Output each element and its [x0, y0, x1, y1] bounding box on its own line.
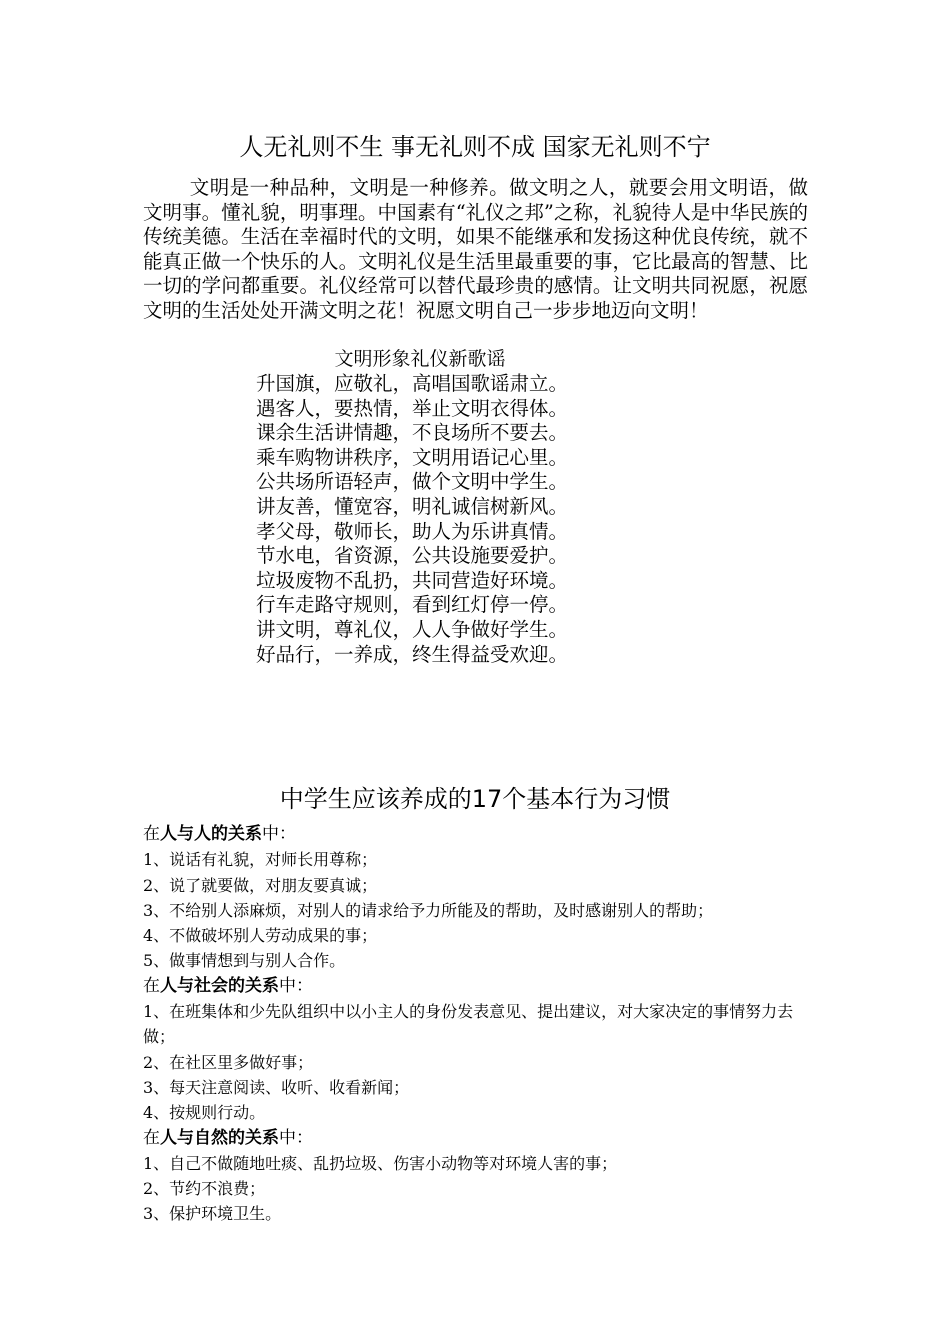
category-heading [143, 974, 811, 999]
category-name: 人与自然的关系 [160, 1127, 279, 1148]
list-item: 2、在社区里多做好事； [143, 1052, 314, 1072]
list-item: 1、说话有礼貌，对师长用尊称； [143, 850, 378, 870]
list-item: 2、节约不浪费； [143, 1179, 266, 1199]
poem-line: 课余生活讲情趣，不良场所不要去。 [256, 421, 569, 445]
poem-line: 遇客人，要热情，举止文明衣得体。 [256, 396, 569, 420]
list-item: 2、说了就要做，对朋友要真诚； [143, 875, 378, 895]
category-suffix: 中： [262, 824, 296, 844]
poem-line: 讲友善，懂宽容，明礼诚信树新风。 [256, 494, 569, 518]
list-item: 3、每天注意阅读、收听、收看新闻； [143, 1077, 410, 1097]
category-heading [143, 1126, 811, 1151]
poem-line: 垃圾废物不乱扔，共同营造好环境。 [256, 568, 569, 592]
poem-line: 行车走路守规则，看到红灯停一停。 [256, 593, 569, 617]
poem-line: 节水电，省资源，公共设施要爱护。 [256, 544, 569, 568]
category-prefix: 在 [143, 975, 160, 996]
intro-text: 文明是一种品种，文明是一种修养。做文明之人，就要会用文明语，做文明事。懂礼貌，明事理。中国素有“礼仪之邦”之称，礼貌待人是中华民族的传统美德。生活在幸福时代的文明，如果不能继承和发扬这种优良传统，就不能真正做一个快乐的人。文明礼仪是生活里最重要的事，它比最高的智慧、比一切的学问都重要。礼仪经常可以替代最珍贵的感情。让文明共同祝愿，祝愿文明的生活处处开满文明之花！祝愿文明自己一步步地迈向文明！ [143, 176, 808, 322]
poem-title: 文明形象礼仪新歌谣 [334, 348, 506, 370]
list-item: 1、在班集体和少先队组织中以小主人的身份发表意见、提出建议，对大家决定的事情努力去做； [143, 1002, 794, 1047]
list-item: 3、不给别人添麻烦，对别人的请求给予力所能及的帮助，及时感谢别人的帮助； [143, 900, 714, 920]
poem-line: 讲文明，尊礼仪，人人争做好学生。 [256, 617, 569, 641]
page-title: 人无礼则不生 事无礼则不成 国家无礼则不宁 [239, 133, 711, 161]
poem-line: 乘车购物讲秩序，文明用语记心里。 [256, 445, 569, 469]
poem [256, 372, 568, 667]
poem-line: 升国旗，应敬礼，高唱国歌谣肃立。 [256, 372, 569, 395]
habits-list [143, 822, 811, 1227]
list-item: 4、按规则行动。 [143, 1103, 266, 1123]
category-suffix: 中： [279, 1127, 313, 1148]
category-suffix: 中： [279, 975, 313, 996]
list-item: 4、不做破坏别人劳动成果的事； [143, 926, 378, 946]
intro-paragraph [143, 176, 808, 323]
poem-line: 公共场所语轻声，做个文明中学生。 [256, 470, 569, 494]
category-name: 人与社会的关系 [160, 975, 279, 996]
category-prefix: 在 [143, 824, 160, 844]
poem-line: 好品行，一养成，终生得益受欢迎。 [256, 642, 569, 666]
category-heading [143, 822, 811, 847]
list-item: 3、保护环境卫生。 [143, 1204, 282, 1224]
poem-line: 孝父母，敬师长，助人为乐讲真情。 [256, 519, 569, 543]
list-item: 5、做事情想到与别人合作。 [143, 951, 346, 971]
section-title: 中学生应该养成的17个基本行为习惯 [279, 785, 671, 813]
list-item: 1、自己不做随地吐痰、乱扔垃圾、伤害小动物等对环境人害的事； [143, 1153, 618, 1173]
category-name: 人与人的关系 [160, 824, 262, 844]
category-prefix: 在 [143, 1127, 160, 1148]
